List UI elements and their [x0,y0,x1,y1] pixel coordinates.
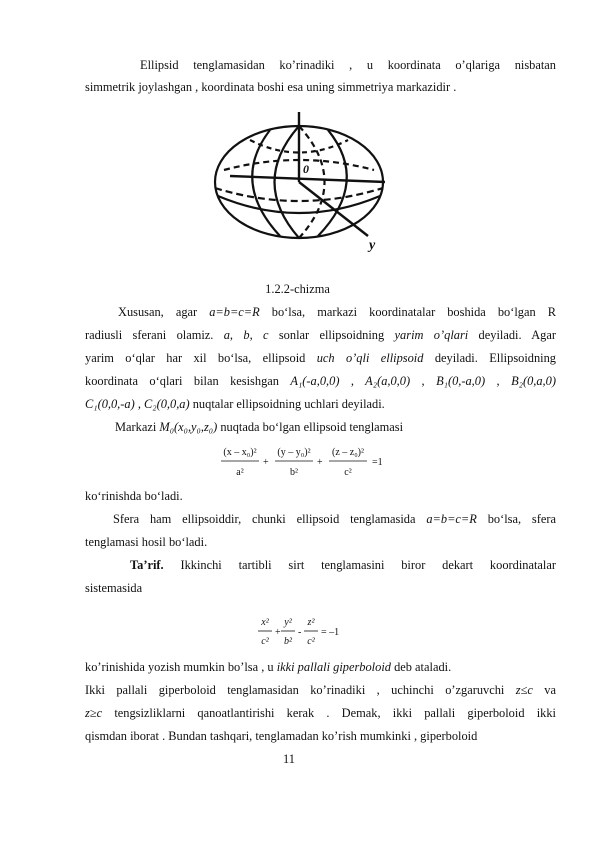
eq1-den-3: c² [344,467,352,478]
hyperboloid-equation [255,610,355,654]
paragraph-3: Markazi M₀(x₀,y₀,z₀) nuqtada bo‘lgan ellipsoid tenglamasi [115,420,404,434]
eq2-num-3: z² [307,617,315,628]
definition-line-2: sistemasida [85,581,143,595]
eq2-num-1: x² [261,617,269,628]
paragraph-2-line-4: koordinata o‘qlari bilan kesishgan A₁(-a,0,0) , A₂(a,0,0) , B₁(0,-a,0) , B₂(0,a,0) [85,374,556,388]
paragraph-2-line-1: Xususan, agar a=b=c=R bo‘lsa, markazi koordinatalar boshida bo‘lgan R [118,305,556,319]
paragraph-1-line-1: Ellipsid tenglamasidan ko’rinadiki , u koordinata o’qlariga nisbatan [140,58,556,72]
svg-text:+: + [317,457,323,468]
svg-text:-: - [298,627,302,638]
ellipsoid-figure [210,110,388,260]
eq2-rhs: = –1 [321,627,340,638]
eq1-num-2: (y – y₀)² [277,447,311,458]
paragraph-6: ko’rinishida yozish mumkin bo’lsa , u ikki pallali giperboloid deb ataladi. [85,660,452,674]
paragraph-7-line-3: qismdan iborat . Bundan tashqari, tenglamadan ko’rish mumkinki , giperboloid [85,729,478,743]
definition-line-1: Ta’rif. Ikkinchi tartibli sirt tenglamasini biror dekart koordinatalar [130,558,556,572]
paragraph-7-line-1: Ikki pallali giperboloid tenglamasidan ko’rinadiki , uchinchi o’zgaruvchi z≤c va [85,683,556,697]
eq2-den-2: b² [284,636,292,647]
paragraph-5-line-1: Sfera ham ellipsoiddir, chunki ellipsoid tenglamasida a=b=c=R bo‘lsa, sfera [113,512,556,526]
eq2-den-3: c² [307,636,315,647]
eq2-num-2: y² [284,617,292,628]
paragraph-1-line-2: simmetrik joylashgan , koordinata boshi esa uning simmetriya markazidir . [85,80,457,94]
eq1-den-2: b² [290,467,298,478]
ellipsoid-equation [215,438,395,484]
eq1-rhs: =1 [372,457,383,468]
paragraph-5-line-2: tenglamasi hosil bo‘ladi. [85,535,208,549]
eq1-num-3: (z – z₀)² [331,447,365,458]
paragraph-4: ko‘rinishda bo‘ladi. [85,489,183,503]
eq1-num-1: (x – x₀)² [223,447,257,458]
figure-caption: 1.2.2-chizma [265,282,330,296]
eq1-den-1: a² [236,467,244,478]
svg-text:+: + [263,457,269,468]
eq2-den-1: c² [261,636,269,647]
paragraph-2-line-2: radiusli sferani olamiz. a, b, c sonlar ellipsoidning yarim o’qlari deyiladi. Agar [85,328,557,342]
svg-text:+: + [275,627,281,638]
paragraph-7-line-2: z≥c tengsizliklarni qanoatlantirishi kerak . Demak, ikki pallali giperboloid ikki [85,706,556,720]
figure-label-origin: 0 [303,162,309,176]
definition-label: Ta’rif. [130,558,164,572]
paragraph-2-line-3: yarim o‘qlar har xil bo‘lsa, ellipsoid uch o’qli ellipsoid deyiladi. Ellipsoidning [85,351,556,365]
paragraph-2-line-5: C₁(0,0,-a) , C₂(0,0,a) nuqtalar ellipsoidning uchlari deyiladi. [85,397,385,411]
figure-label-y: y [369,238,376,253]
page-number: 11 [283,752,295,766]
